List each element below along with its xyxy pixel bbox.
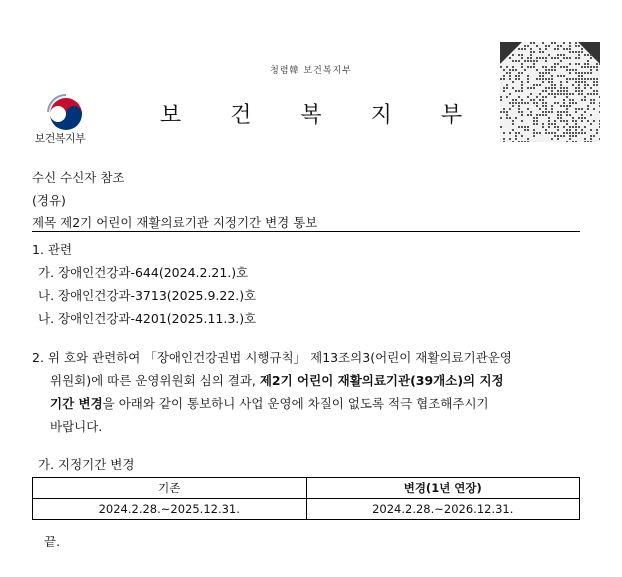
via: (경유)	[32, 193, 66, 208]
related-item: 가. 장애인건강과-644(2024.2.21.)호	[38, 265, 249, 280]
subsection-title: 가. 지정기간 변경	[38, 457, 135, 472]
table-header-row	[33, 478, 580, 499]
recipient: 수신 수신자 참조	[32, 170, 125, 185]
section2-line3	[50, 394, 489, 412]
table-cell-previous: 2024.2.28.~2025.12.31.	[33, 499, 307, 520]
table-row	[33, 499, 580, 520]
logo-text: 보건복지부	[34, 132, 86, 145]
subject-divider	[32, 231, 580, 232]
designation-period-table	[32, 477, 580, 520]
section2-line2-text: 위원회)에 따른 운영위원회 심의 결과,	[50, 373, 260, 388]
table-header-previous: 기존	[33, 478, 307, 499]
section2-line3-bold: 기간 변경	[50, 396, 103, 411]
section2-line4: 바랍니다.	[50, 419, 103, 434]
section2-line1: 2. 위 호와 관련하여 「장애인건강권법 시행규칙」 제13조의3(어린이 재활의료기관운영	[32, 350, 512, 365]
qr-code-icon	[500, 42, 600, 142]
section2-line2	[50, 371, 504, 389]
related-item: 나. 장애인건강과-4201(2025.11.3.)호	[38, 311, 257, 326]
end-mark: 끝.	[44, 534, 61, 549]
section2-line3-text: 을 아래와 같이 통보하니 사업 운영에 차질이 없도록 적극 협조해주시기	[102, 396, 489, 411]
subject: 제목 제2기 어린이 재활의료기관 지정기간 변경 통보	[32, 215, 318, 230]
table-header-changed: 변경(1년 연장)	[306, 478, 580, 499]
section1-title: 1. 관련	[32, 242, 73, 257]
table-cell-changed: 2024.2.28.~2026.12.31.	[306, 499, 580, 520]
slogan: 청렴韓 보건복지부	[270, 66, 352, 76]
agency-title: 보 건 복 지 부	[159, 103, 484, 128]
related-item: 나. 장애인건강과-3713(2025.9.22.)호	[38, 288, 257, 303]
section2-line2-bold: 제2기 어린이 재활의료기관(39개소)의 지정	[259, 373, 504, 388]
